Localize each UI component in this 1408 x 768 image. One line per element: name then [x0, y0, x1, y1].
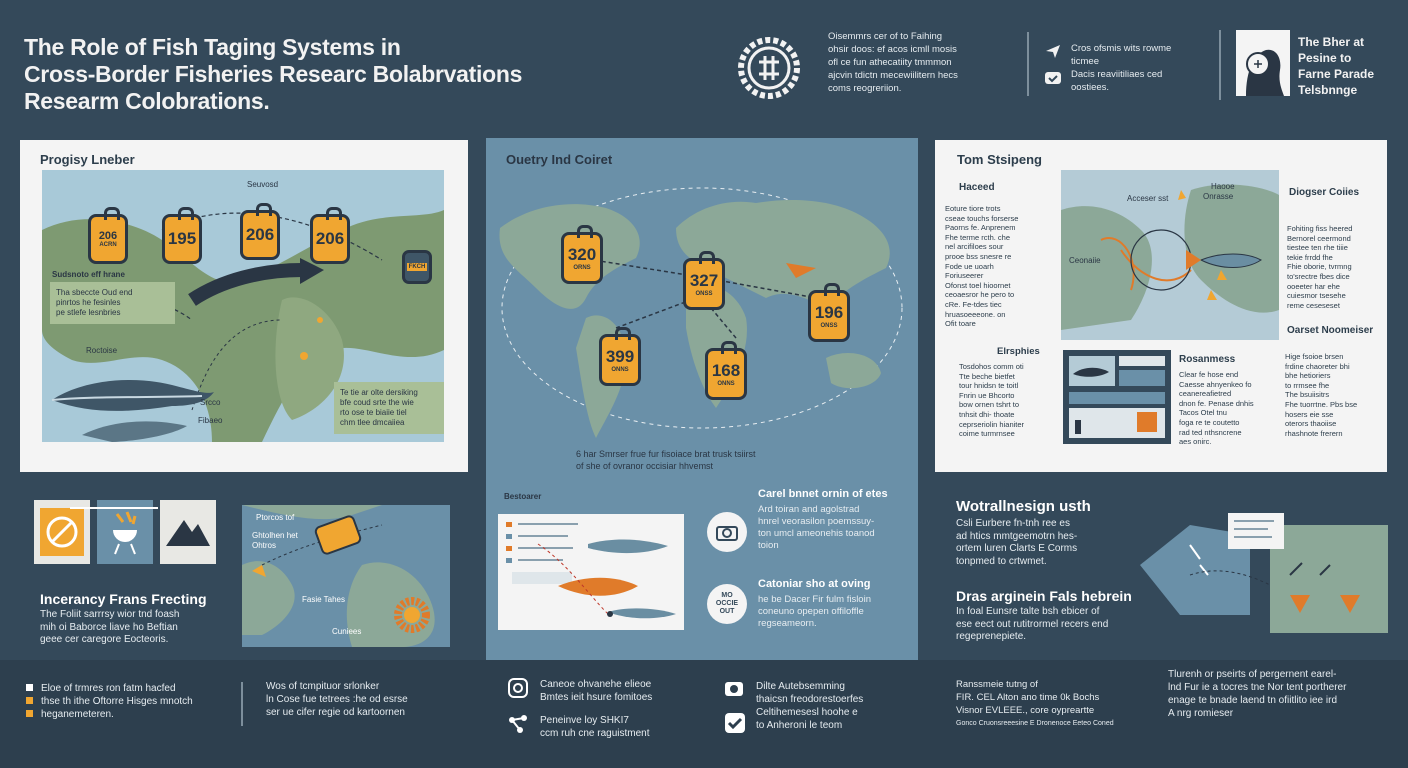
row2-left-text: The Foliit sarrrsy wior tnd foash mih oi Baborce liave ho Beftian geee cer caregore Eocteoris.: [40, 609, 180, 645]
instagram-icon: [508, 678, 528, 703]
small-tag-marker: FKCH: [402, 250, 432, 284]
panel1-info-box-1: Tha sbeccte Oud end pinrtos he fesinles pe stlefe lesnbries: [50, 282, 175, 324]
page-title: [24, 34, 544, 115]
panel1-fish-label-1: Roctoise: [86, 346, 118, 355]
footer-col-6: Tlurenh or pseirts of pergernent earel- lnd Fur ie a tocres tne Nor tent portherer enage te bnade laend tn ofiitlito iee ird A nrg romieser: [1168, 669, 1347, 719]
row2-right-text-2: In foal Eunsre talte bsh ebicer of ese eect out rutitrormel recers end regeprenepiete.: [956, 606, 1109, 642]
portrait-icon: [1236, 30, 1290, 96]
title-line-3: Researm Colobrations.: [24, 88, 270, 114]
panel2-title: Ouetry Ind Coiret: [506, 152, 613, 167]
panel3-heading-2: Elrsphies: [997, 346, 1040, 357]
panel3-map-label-1: Haooe: [1211, 182, 1235, 191]
footer-col-2: Wos of tcmpituor srlonker ln Cose fue tetrees :he od esrse ser ue cifer regie od kartoornen: [266, 681, 408, 718]
panel2-diagram: [498, 514, 684, 630]
panel3-text-2: Tosdohos comm oti Tte beche bietfet tour hnidsn te toitl Fnrin ue Bhcorto bow ornen tshrt to tnhsit dhi- thoate ceprseriolin hianiter coime turmrnsee: [959, 362, 1025, 439]
tag-marker-4: 206: [310, 214, 350, 264]
tag-marker-2: 195: [162, 214, 202, 264]
panel3-heading-1: Haceed: [959, 182, 995, 193]
footer: [0, 660, 1408, 768]
panel3-inset-heading: Rosanmess: [1179, 354, 1236, 365]
header-divider-2: [1219, 30, 1221, 100]
panel-tag-shipping: [935, 140, 1387, 472]
icon-connector: [70, 507, 158, 509]
row2-tag-diagram: [1140, 505, 1388, 633]
panel3-side-text-1: Fohiting fiss heered Bernorel ceermond tiestee ten rhe tiiie tekie frrdd fhe Fhie oborie, tvrmng to'srectre fbes dice ooeeter har ehe cuiesmor tsesehe reme ceseseset: [1287, 224, 1353, 310]
share-icon: [508, 714, 528, 739]
panel3-side-text-2: Hige fsoioe brsen frdine chaoreter bhi bhe hetioriers to rrmsee fhe The bsuiisitrs Fhe tuorrtne. Pbs bse hosers eie sse oterors thaoiise rhashnote frerern: [1285, 352, 1358, 438]
chat-icon: [1044, 70, 1062, 93]
panel1-map-label-top: Seuvosd: [247, 180, 279, 189]
panel3-map: [1061, 170, 1279, 340]
panel2-sub-label: Bestoarer: [504, 492, 542, 501]
bullet-icon: [26, 684, 33, 691]
row2-map-label-3: Ohtros: [252, 541, 277, 550]
camera-icon: [707, 512, 747, 552]
row2-left-heading: Incerancy Frans Frecting: [40, 591, 207, 607]
footer-col-3a: Caneoe ohvanehe elieoe Bmtes ieit hsure fomitoes: [540, 679, 653, 703]
panel1-box1-heading: Sudsnoto eff hrane: [52, 270, 125, 279]
row2-map-label-1: Ptorcos tof: [256, 513, 295, 522]
panel3-inset-screen: [1063, 350, 1171, 444]
footer-col-4: Dilte Autebsemming thaicsn freodorestoerfes Celtihemesesl hoohe e to Anheroni le teom: [756, 681, 864, 731]
panel3-map-label-3: Acceser sst: [1127, 194, 1169, 203]
title-line-2: Cross-Border Fisheries Researc Bolabrvations: [24, 61, 523, 87]
panel2-card1-text: Ard toiran and agolstrad hnrel veorasilon poemssuy- ton umcl ameonehis toanod toion: [758, 504, 875, 551]
panel1-map: [42, 170, 444, 442]
panel2-card2-heading: Catoniar sho at oving: [758, 578, 871, 590]
tag-marker-3: 206: [240, 210, 280, 260]
tag-marker-327: 327 ONSS: [683, 258, 725, 310]
panel3-side-heading-2: Oarset Noomeiser: [1287, 325, 1374, 336]
row2-map-label-5: Cuniees: [332, 627, 362, 636]
no-fishing-icon: [34, 500, 90, 564]
mountain-icon: [160, 500, 216, 564]
footer-col-3b: Peneinve loy SHKI7 ccm ruh cne raguistment: [540, 715, 650, 739]
panel3-title: Tom Stsipeng: [957, 152, 1042, 167]
row2-map: [242, 505, 450, 647]
row2-right-heading-1: Wotrallnesign usth: [956, 498, 1091, 515]
panel1-info-box-2: Te tie ar olte dersiking bfe coud srte the wie rto ose te biaiie tiel chm tlee dmcaiiea: [334, 382, 444, 434]
panel3-map-label-2: Onrasse: [1203, 192, 1234, 201]
tag-marker-168: 168 ONNS: [705, 348, 747, 400]
panel-progress-tracker: [20, 140, 468, 472]
panel3-text-1: Eoture tiore trots cseae touchs forserse Paorns fe. Anprenem Fhe terme rcth. che nel arcifiloes sour prooe bss snesre re Fode ue uoarh Foriuseerer Ofonst toel hioornet ceoaesror he pero to cRe. Fe-tdes tiec hruasoeeeone. on Ofit toare: [945, 204, 1019, 329]
footer-col-1: Eloe of trmres ron fatm hacfed thse th ithe Oftorre Hisges mnotch heganemeteren.: [26, 682, 193, 721]
panel3-side-heading-1: Diogser Coiies: [1289, 187, 1360, 198]
camera-small-icon: [724, 678, 744, 703]
row2-right-text-1: Csli Eurbere fn-tnh ree es ad htics mmtgeemotrn hes- ortem luren Clarts E Corms tonpmed to crtwmet.: [956, 518, 1078, 567]
panel1-title: Progisy Lneber: [40, 152, 135, 167]
tag-marker-320: 320 ORNS: [561, 232, 603, 284]
tag-marker-399: 399 ONNS: [599, 334, 641, 386]
title-line-1: The Role of Fish Taging Systems in: [24, 34, 401, 60]
footer-col-5: Ranssmeie tutng of FIR. CEL Alton ano time 0k Bochs Visnor EVLEEE., core oypreartte Gonco Cruonsreeesine E Dronenoce Eeteo Coned: [956, 679, 1114, 727]
footer-divider: [241, 682, 243, 726]
tag-marker-196: 196 ONSS: [808, 290, 850, 342]
panel1-fish-label-2: Srcco: [200, 398, 221, 407]
panel2-card1-heading: Carel bnnet ornin of etes: [758, 488, 888, 500]
panel3-map-label-4: Ceonaiie: [1069, 256, 1101, 265]
panel-country-connections: [486, 138, 918, 660]
header-divider: [1027, 32, 1029, 96]
row2-right-heading-2: Dras arginein Fals hebrein: [956, 588, 1132, 604]
header-blurb-1: Oisemmrs cer of to Faihing ohsir doos: ef acos icmll mosis ofl ce fun athecatiity tmmmon ajcvin tdictn mecewiilitern hecs coms reogreriion.: [828, 31, 958, 94]
panel3-inset-text: Clear fe hose end Caesse ahnyenkeo fo ceanereafietred dnon fe. Penase dnhis Tacos Otel tnu foga re te coutetto rad ted nthsncrene aes onirc.: [1179, 370, 1254, 447]
row2-map-label-4: Fasie Tahes: [302, 595, 345, 604]
mo-badge-icon: MO OCCIE OUT: [707, 584, 747, 624]
checkbox-icon: [724, 712, 746, 739]
bullet-icon: [26, 697, 33, 704]
panel2-caption: 6 har Smrser frue fur fisoiace brat trusk tsiirst of she of ovranor occisiar hhvemst: [576, 449, 756, 471]
bullet-icon: [26, 710, 33, 717]
panel1-fish-label-3: Fibaeo: [198, 416, 223, 425]
plane-icon: [1044, 42, 1062, 65]
row2-map-label-2: Ghtolhen het: [252, 531, 298, 540]
gear-seal-icon: [737, 36, 801, 100]
tag-marker-1: 206 ACRN: [88, 214, 128, 264]
header-blurb-2: Cros ofsmis wits rowme ticmee Dacis reaviitiliaes ced oostiees.: [1071, 43, 1172, 93]
header-blurb-3: The Bher at Pesine to Farne Parade Telsbnnge: [1298, 35, 1375, 97]
grill-icon: [97, 500, 153, 564]
panel2-card2-text: he be Dacer Fir fulm fisloin coneuno opepen offiloffle regseameorn.: [758, 594, 871, 629]
